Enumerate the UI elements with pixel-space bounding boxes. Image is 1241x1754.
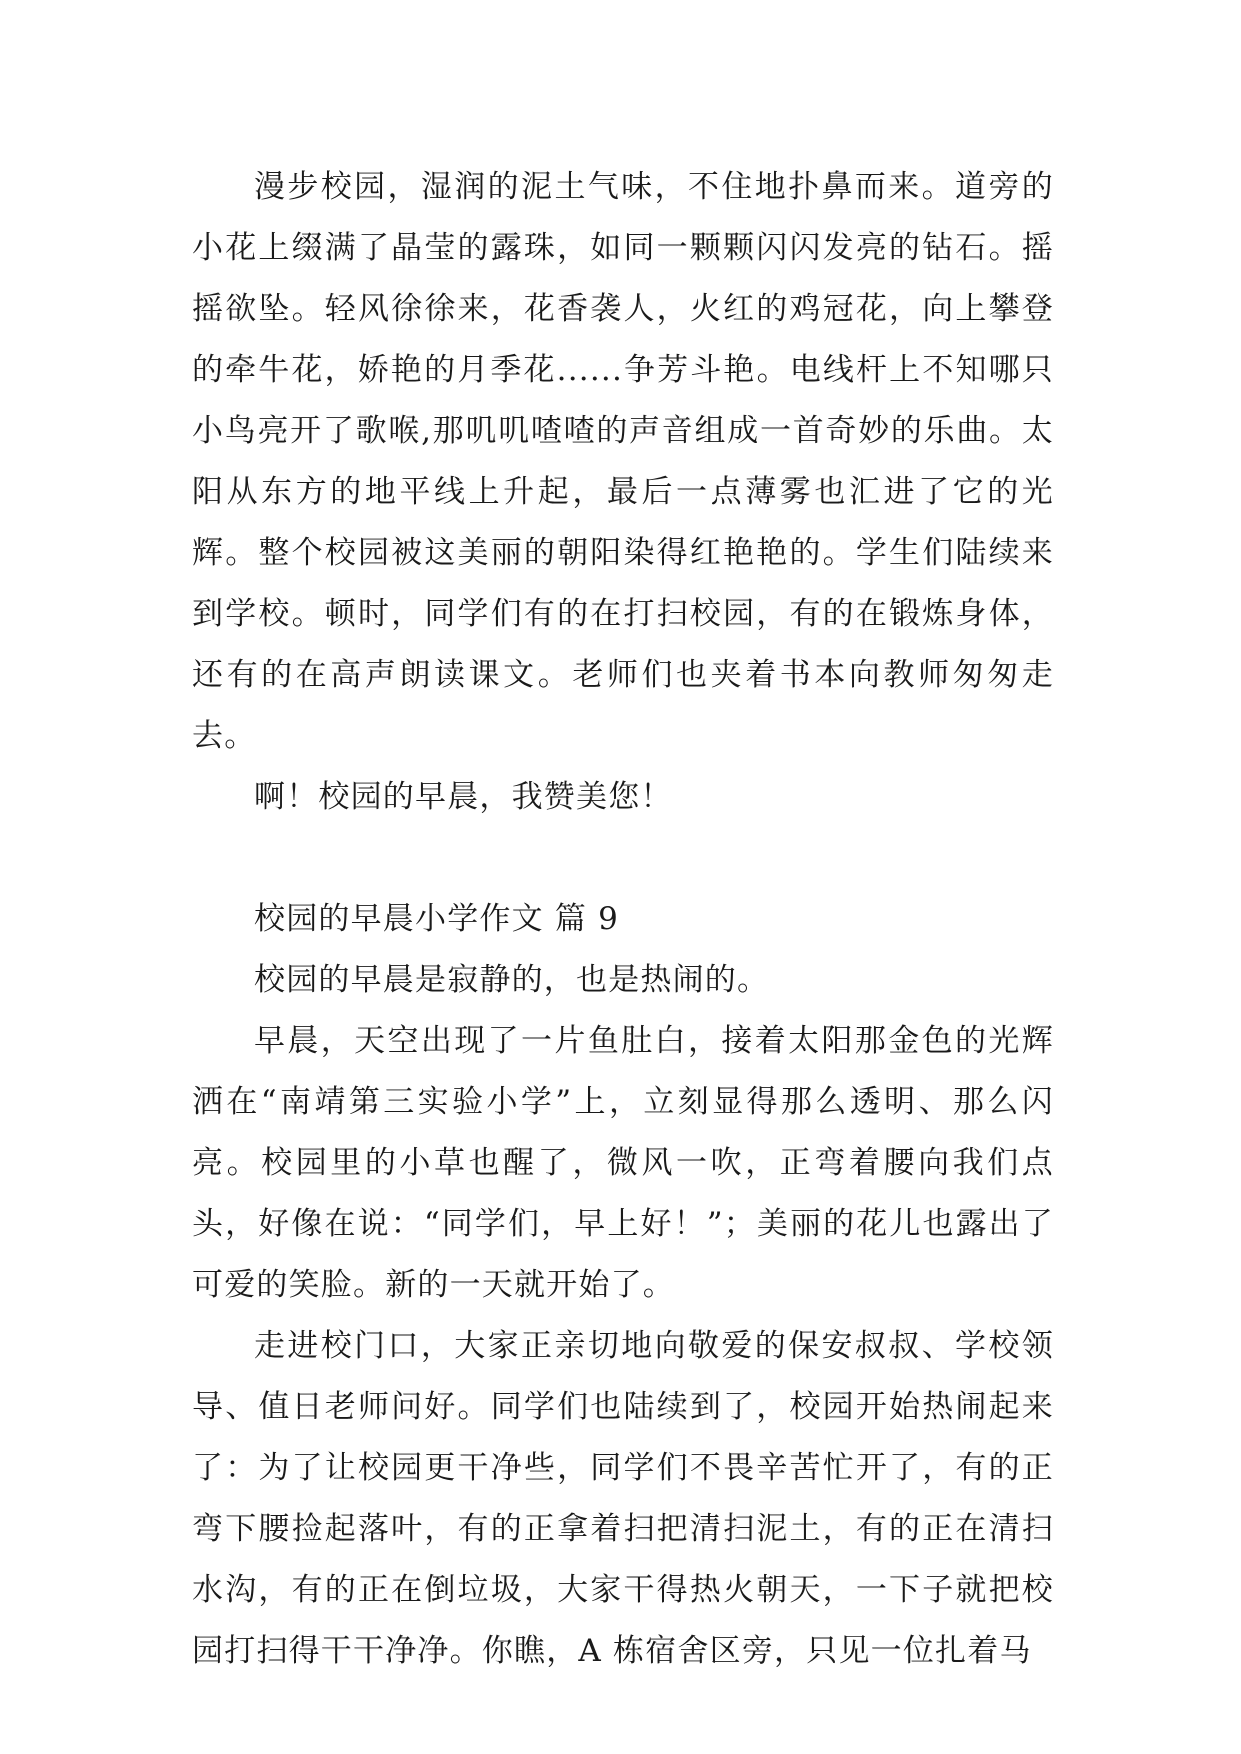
paragraph-campus-walk: 漫步校园，湿润的泥土气味，不住地扑鼻而来。道旁的小花上缀满了晶莹的露珠，如同一颗颗闪闪发亮的钻石。摇摇欲坠。轻风徐徐来，花香袭人，火红的鸡冠花，向上攀登的牵牛花，娇艳的月季花......争芳斗艳。电线杆上不知哪只小鸟亮开了歌喉,那叽叽喳喳的声音组成一首奇妙的乐曲。太阳从东方的地平线上升起，最后一点薄雾也汇进了它的光辉。整个校园被这美丽的朝阳染得红艳艳的。学生们陆续来到学校。顿时，同学们有的在打扫校园，有的在锻炼身体，还有的在高声朗读课文。老师们也夹着书本向教师匆匆走去。 — [192, 169, 1054, 754]
paragraph-morning-sky: 早晨，天空出现了一片鱼肚白，接着太阳那金色的光辉洒在“南靖第三实验小学”上，立刻显得那么透明、那么闪亮。校园里的小草也醒了，微风一吹，正弯着腰向我们点头，好像在说：“同学们，早上好！”；美丽的花儿也露出了可爱的笑脸。新的一天就开始了。 — [192, 1023, 1054, 1303]
section-heading: 校园的早晨小学作文 篇 9 — [254, 901, 620, 937]
paragraph-school-gate: 走进校门口，大家正亲切地向敬爱的保安叔叔、学校领导、值日老师问好。同学们也陆续到了，校园开始热闹起来了：为了让校园更干净些，同学们不畏辛苦忙开了，有的正弯下腰捡起落叶，有的正拿着扫把清扫泥土，有的正在清扫水沟，有的正在倒垃圾，大家干得热火朝天，一下子就把校园打扫得干干净净。你瞧，A 栋宿舍区旁，只见一位扎着马 — [192, 1328, 1054, 1669]
document-body — [192, 157, 1054, 1682]
paragraph-intro: 校园的早晨是寂静的，也是热闹的。 — [254, 962, 770, 998]
paragraph-praise: 啊！校园的早晨，我赞美您！ — [254, 779, 673, 815]
section-spacer — [192, 828, 1054, 889]
